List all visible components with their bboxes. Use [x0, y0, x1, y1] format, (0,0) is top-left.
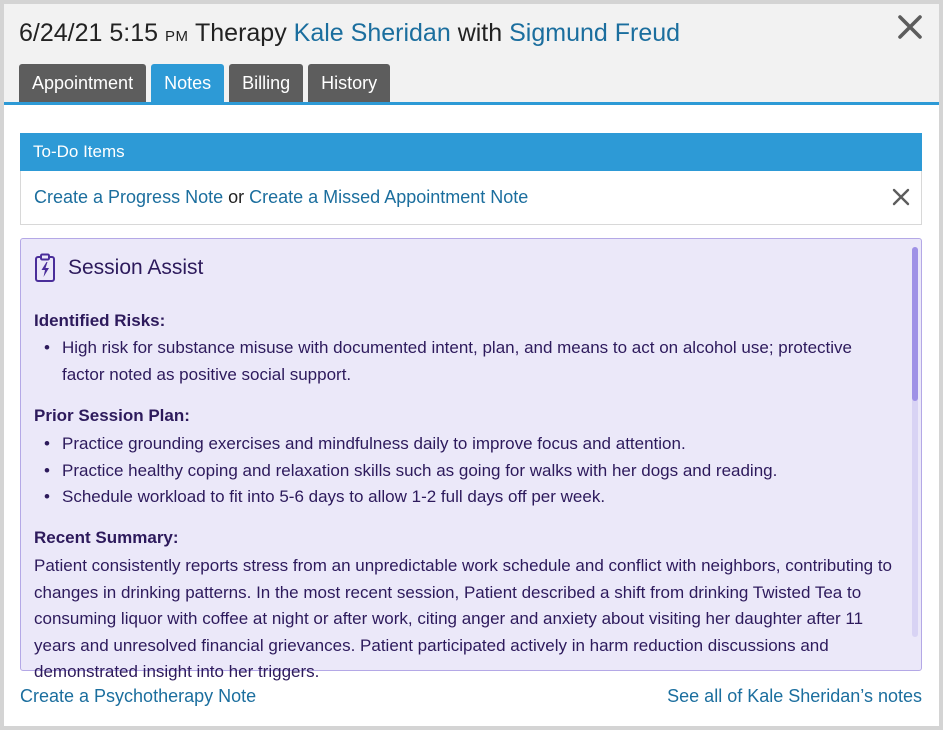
appointment-date: 6/24/21: [19, 19, 103, 47]
dialog-header: [4, 4, 939, 104]
risks-list: [34, 335, 894, 388]
dismiss-todo-button[interactable]: [889, 185, 913, 209]
tab-bar: [19, 64, 390, 102]
session-assist-content: [34, 239, 904, 681]
appointment-time: 5:15: [109, 19, 159, 47]
risks-heading: Identified Risks:: [34, 311, 166, 330]
list-item: • Practice grounding exercises and mindfulness daily to improve focus and attention.: [34, 431, 894, 458]
appointment-ampm: PM: [165, 28, 189, 45]
todo-title: To-Do Items: [20, 133, 922, 171]
tab-billing[interactable]: Billing: [229, 64, 303, 102]
todo-or-text: or: [228, 187, 245, 207]
session-assist-header: [34, 253, 203, 283]
with-text: with: [457, 19, 503, 47]
appointment-type: Therapy: [195, 19, 287, 47]
list-item: • Practice healthy coping and relaxation skills such as going for walks with her dogs and reading.: [34, 458, 894, 485]
appointment-title: [19, 18, 680, 52]
summary-heading: Recent Summary:: [34, 528, 179, 547]
see-all-notes-link[interactable]: See all of Kale Sheridan’s notes: [667, 686, 922, 706]
tab-underline: [4, 102, 939, 105]
create-progress-note-link[interactable]: Create a Progress Note: [34, 187, 224, 207]
scrollbar-thumb[interactable]: [912, 247, 918, 401]
close-dialog-button[interactable]: [895, 12, 925, 42]
clipboard-lightning-icon: [34, 253, 56, 283]
close-x-icon: [897, 14, 923, 40]
appointment-dialog: [4, 4, 939, 726]
create-psychotherapy-note-link[interactable]: Create a Psychotherapy Note: [20, 686, 257, 706]
client-name-link[interactable]: Kale Sheridan: [293, 19, 451, 47]
todo-body: [20, 171, 922, 225]
session-assist-title: Session Assist: [68, 256, 204, 279]
summary-text: Patient consistently reports stress from an unpredictable work schedule and conflict with neighbors, contributing to changes in drinking patterns. In the most recent session, Patient described a shift from drinking Twisted Tea to consuming liquor with coffee at night or after work, citing anger and anxiety about visiting her daughter after 11 years and unresolved financial grievances. Patient participated actively in harm reduction discussions and demonstrated insight into her triggers.: [34, 556, 893, 681]
close-x-icon: [892, 188, 910, 206]
list-item: • Schedule workload to fit into 5-6 days to allow 1-2 full days off per week.: [34, 484, 894, 511]
clinician-name-link[interactable]: Sigmund Freud: [509, 19, 681, 47]
plan-list: [34, 431, 894, 511]
plan-heading: Prior Session Plan:: [34, 406, 190, 425]
todo-panel: [20, 133, 922, 225]
list-item: • High risk for substance misuse with documented intent, plan, and means to act on alcohol use; protective factor noted as positive social support.: [34, 335, 894, 388]
session-assist-panel[interactable]: [20, 238, 922, 681]
tab-history[interactable]: History: [308, 64, 390, 102]
create-missed-appointment-note-link[interactable]: Create a Missed Appointment Note: [249, 187, 529, 207]
tab-appointment[interactable]: Appointment: [19, 64, 146, 102]
tab-notes[interactable]: Notes: [151, 64, 224, 102]
